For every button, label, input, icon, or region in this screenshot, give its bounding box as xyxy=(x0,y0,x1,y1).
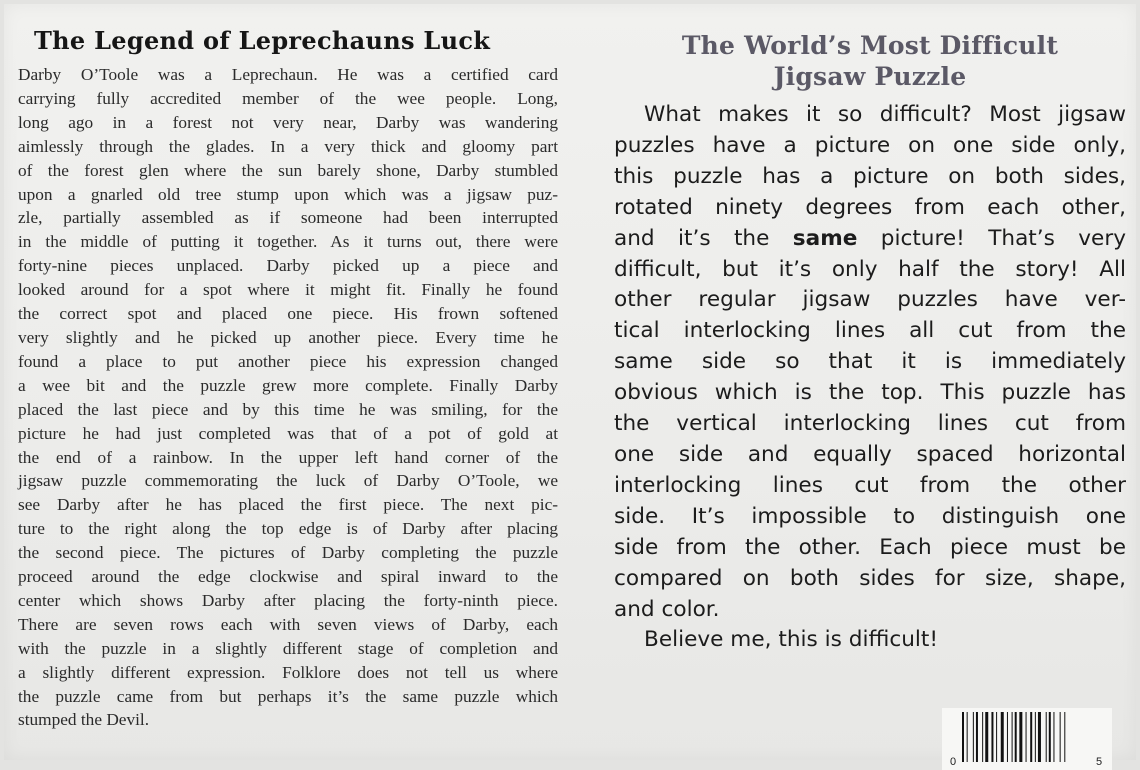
legend-panel xyxy=(18,26,558,732)
description-line: this puzzle has a picture on both sides, xyxy=(614,163,1126,189)
description-line: puzzles have a picture on one side only, xyxy=(614,132,1126,158)
legend-line: jigsaw puzzle commemorating the luck of Darby O’Toole, we xyxy=(18,471,558,491)
barcode-bar xyxy=(1060,712,1061,762)
legend-line: upon a gnarled old tree stump upon which was a jigsaw puz- xyxy=(18,184,558,204)
description-line: tical interlocking lines all cut from the xyxy=(614,318,1126,344)
barcode-bars-graphic xyxy=(962,712,1092,762)
barcode-bar xyxy=(1035,712,1036,762)
legend-line: aimlessly through the glades. In a very thick and gloomy part xyxy=(18,136,558,156)
description-line: same side so that it is immediately xyxy=(614,349,1126,375)
barcode-bar xyxy=(1038,712,1041,762)
legend-line: stumped the Devil. xyxy=(18,710,150,730)
emphasized-word: same xyxy=(792,225,858,251)
legend-line: of the forest glen where the sun barely shone, Darby stumbled xyxy=(18,160,558,180)
barcode-bar xyxy=(1015,712,1017,762)
legend-line: placed the last piece and by this time he was smiling, for the xyxy=(18,399,558,419)
barcode-bar xyxy=(1007,712,1008,762)
puzzle-box-back xyxy=(4,4,1136,768)
difficulty-title-line-1: The World’s Most Difficult xyxy=(681,31,1059,60)
legend-line: a wee bit and the puzzle grew more complete. Finally Darby xyxy=(18,375,558,395)
barcode-bar xyxy=(967,712,968,762)
legend-line: zle, partially assembled as if someone had been interrupted xyxy=(18,208,558,228)
description-line: side from the other. Each piece must be xyxy=(614,534,1126,560)
legend-line: long ago in a forest not very near, Darby was wandering xyxy=(18,112,558,132)
barcode-digit-right: 5 xyxy=(1096,756,1103,768)
difficulty-title-line-2: Jigsaw Puzzle xyxy=(773,62,967,91)
legend-line: looked around for a spot where it might fit. Finally he found xyxy=(18,280,558,300)
description-line: obvious which is the top. This puzzle has xyxy=(614,380,1126,406)
description-line: the vertical interlocking lines cut from xyxy=(614,411,1126,437)
barcode-bar xyxy=(962,712,964,762)
legend-line: ture to the right along the top edge is of Darby after placing xyxy=(18,519,558,539)
barcode-bar xyxy=(976,712,978,762)
legend-line: center which shows Darby after placing the forty-ninth piece. xyxy=(18,590,558,610)
barcode-bar xyxy=(973,712,974,762)
legend-story-text xyxy=(18,63,558,732)
barcode-bar xyxy=(1030,712,1032,762)
description-line: difficult, but it’s only half the story! All xyxy=(614,256,1126,282)
legend-line: the second piece. The pictures of Darby completing the puzzle xyxy=(18,543,558,563)
legend-line: with the puzzle in a slightly different stage of completion and xyxy=(18,638,558,658)
difficulty-panel xyxy=(614,30,1126,656)
barcode-digit-left: 0 xyxy=(950,756,957,768)
legend-line: the puzzle came from but perhaps it’s the same puzzle which xyxy=(18,686,558,706)
barcode-bar xyxy=(1026,712,1027,762)
barcode-bar xyxy=(1049,712,1051,762)
description-line: and color. xyxy=(614,596,720,622)
legend-line: proceed around the edge clockwise and spiral inward to the xyxy=(18,567,558,587)
barcode-bar xyxy=(1064,712,1065,762)
description-line: rotated ninety degrees from each other, xyxy=(614,194,1126,220)
description-line: What makes it so difficult? Most jigsaw xyxy=(644,102,1126,127)
legend-line: the end of a rainbow. In the upper left hand corner of the xyxy=(18,447,558,467)
barcode-bar xyxy=(991,712,993,762)
barcode-bar xyxy=(1001,712,1004,762)
closing-line: Believe me, this is difficult! xyxy=(644,627,939,653)
legend-line: see Darby after he has placed the first piece. The next pic- xyxy=(18,495,558,515)
description-line: and it’s the same picture! That’s very xyxy=(614,225,1126,251)
legend-line: forty-nine pieces unplaced. Darby picked up a piece and xyxy=(18,256,558,276)
legend-title: The Legend of Leprechauns Luck xyxy=(34,26,491,55)
legend-line: carrying fully accredited member of the wee people. Long, xyxy=(18,88,558,108)
legend-line: found a place to put another piece his expression changed xyxy=(18,351,558,371)
barcode-bar xyxy=(996,712,997,762)
legend-line: very slightly and he picked up another piece. Every time he xyxy=(18,327,558,347)
legend-line: a slightly different expression. Folklore does not tell us where xyxy=(18,662,558,682)
description-line: interlocking lines cut from the other xyxy=(614,472,1126,498)
description-line: other regular jigsaw puzzles have ver- xyxy=(614,287,1126,313)
barcode-bar xyxy=(1046,712,1047,762)
barcode-bar xyxy=(982,712,983,762)
difficulty-description-text xyxy=(614,100,1126,656)
description-line: compared on both sides for size, shape, xyxy=(614,565,1126,591)
legend-line: in the middle of putting it together. As it turns out, there were xyxy=(18,232,558,252)
barcode xyxy=(942,708,1112,770)
description-line: one side and equally spaced horizontal xyxy=(614,441,1126,467)
difficulty-title xyxy=(614,30,1126,92)
legend-line: There are seven rows each with seven views of Darby, each xyxy=(18,614,558,634)
barcode-bar xyxy=(985,712,988,762)
legend-line: picture he had just completed was that of a pot of gold at xyxy=(18,423,558,443)
barcode-bar xyxy=(1019,712,1022,762)
description-line: side. It’s impossible to distinguish one xyxy=(614,503,1126,529)
legend-line: Darby O’Toole was a Leprechaun. He was a certified card xyxy=(18,65,558,84)
legend-line: the correct spot and placed one piece. His frown softened xyxy=(18,304,558,324)
barcode-bar xyxy=(1012,712,1013,762)
barcode-bar xyxy=(1053,712,1054,762)
